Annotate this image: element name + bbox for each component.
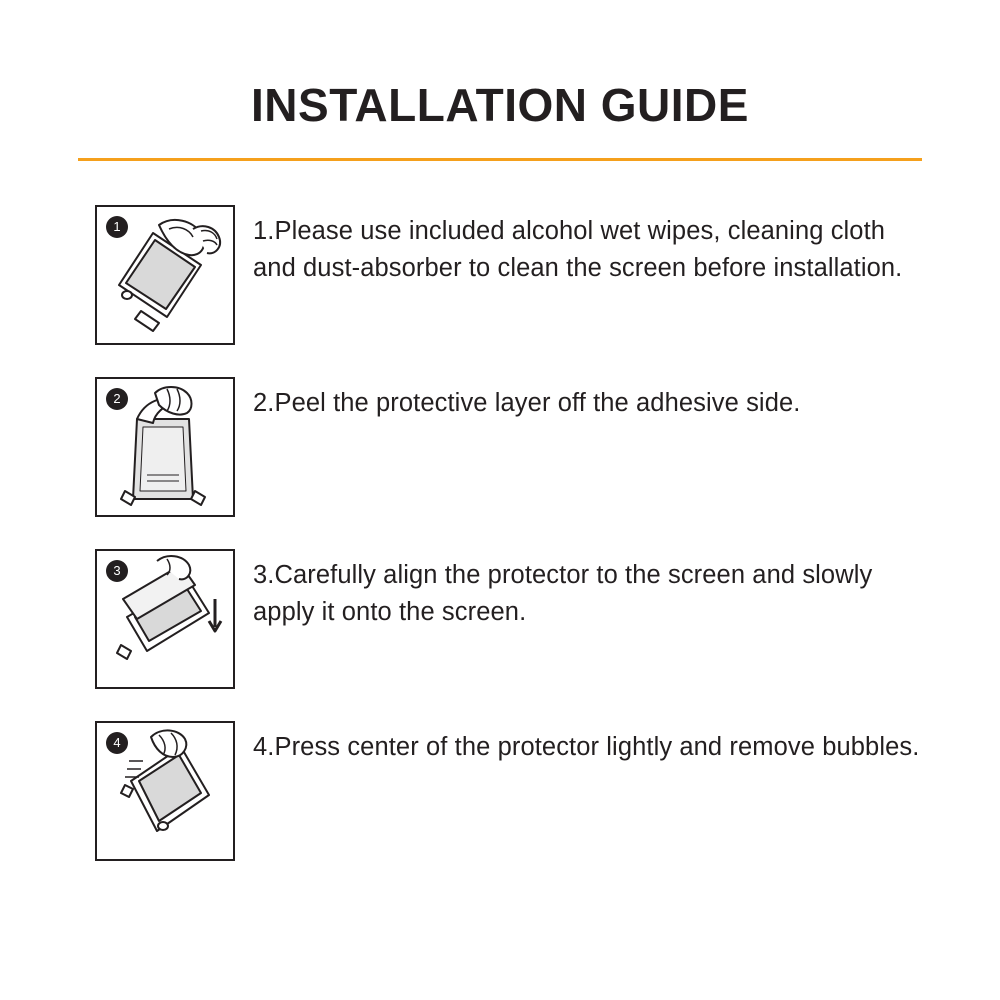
step-badge: 2: [106, 388, 128, 410]
step-text: 2.Peel the protective layer off the adhesive side.: [253, 389, 801, 417]
step-4-illustration: [95, 721, 235, 861]
title-divider: [78, 158, 922, 161]
page-title: INSTALLATION GUIDE: [251, 79, 749, 131]
step-badge: 1: [106, 216, 128, 238]
list-item: [0, 721, 1000, 861]
step-text: 4.Press center of the protector lightly and remove bubbles.: [253, 733, 920, 761]
steps-list: [0, 205, 1000, 893]
step-1-illustration: [95, 205, 235, 345]
step-2-illustration: [95, 377, 235, 517]
list-item: [0, 377, 1000, 517]
step-badge: 3: [106, 560, 128, 582]
step-text: 3.Carefully align the protector to the screen and slowly apply it onto the screen.: [253, 561, 873, 626]
step-badge: 4: [106, 732, 128, 754]
step-3-illustration: [95, 549, 235, 689]
step-text: 1.Please use included alcohol wet wipes, cleaning cloth and dust-absorber to clean the screen before installation.: [253, 217, 903, 282]
list-item: [0, 205, 1000, 345]
list-item: [0, 549, 1000, 689]
